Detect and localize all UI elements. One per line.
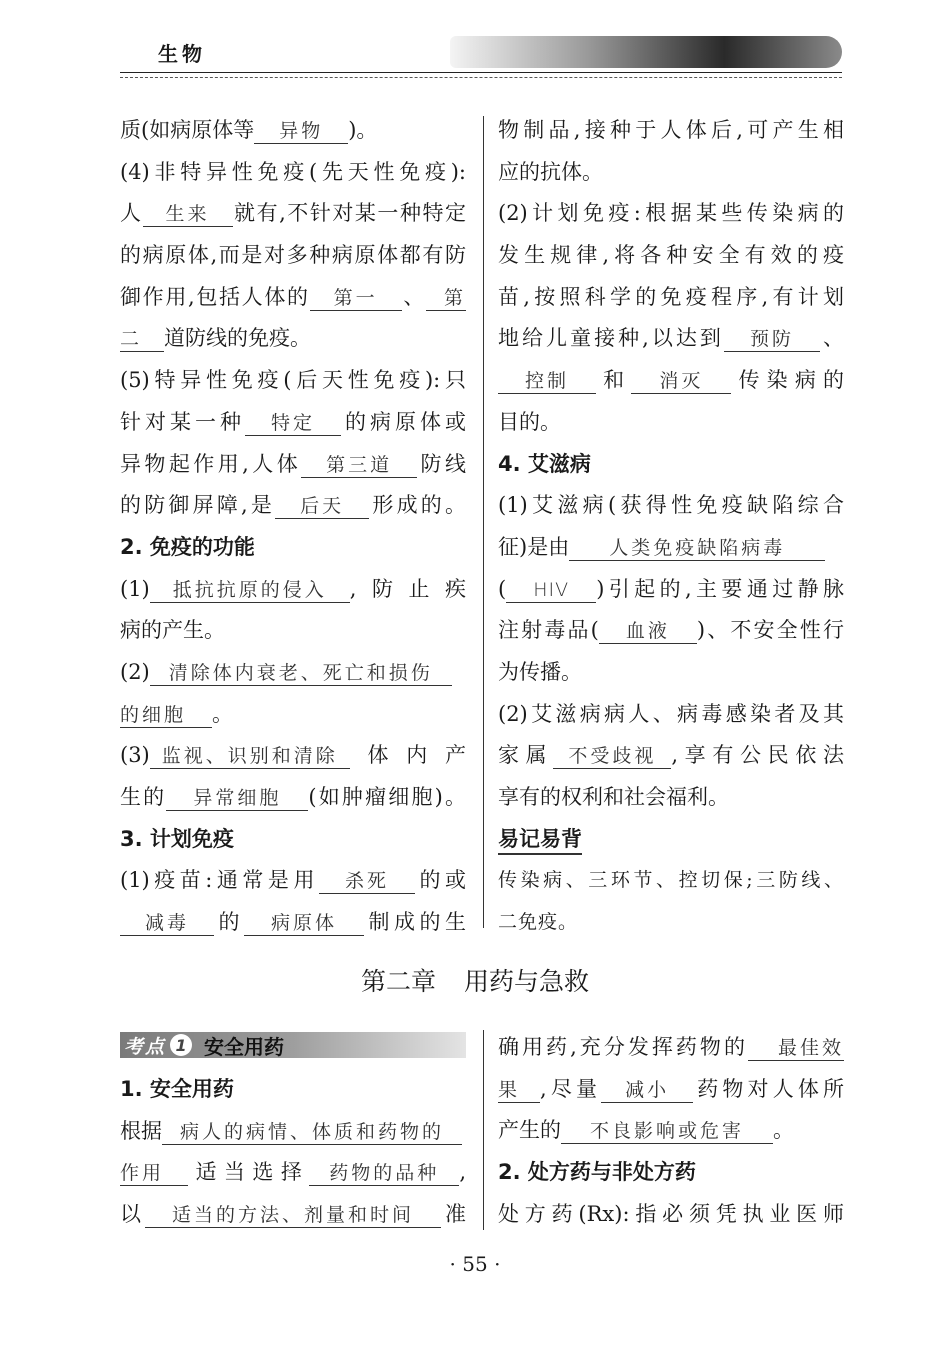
text-line: 二 道防线的免疫。 — [120, 326, 311, 351]
mnemonic-line: 传染病、三环节、控切保;三防线、 — [498, 869, 844, 892]
text-line: (2)计划免疫:根据某些传染病的 — [498, 201, 844, 226]
answer-blank: 血液 — [599, 619, 697, 644]
answer-blank: 抵抗抗原的侵入 — [150, 578, 350, 603]
text-line: 发生规律,将各种安全有效的疫 — [498, 243, 844, 268]
section-heading: 2. 免疫的功能 — [120, 534, 255, 559]
answer-blank: 预防 — [724, 327, 820, 352]
answer-blank: 特定 — [245, 411, 341, 436]
text-line: 控制 和 消灭 传染病的 — [498, 360, 844, 402]
text-line: 处方药(Rx):指必须凭执业医师 — [498, 1201, 844, 1226]
text-line: 异物起作用,人体 第三道 防线 — [120, 451, 466, 476]
top-right-column — [498, 110, 844, 944]
subject-title: 生物 — [158, 42, 206, 66]
text-line: 以 适当的方法、剂量和时间 准 — [120, 1202, 466, 1227]
text-line: 产生的 不良影响或危害 。 — [498, 1118, 794, 1143]
text-line: 的细胞 。 — [120, 701, 233, 726]
answer-blank: 第 — [426, 286, 466, 311]
text-line: 注射毒品( 血液 )、不安全性行 — [498, 618, 844, 643]
kaodian-label: 考点 — [124, 1035, 167, 1058]
text-line: 病的产生。 — [120, 618, 225, 643]
bottom-right-column — [498, 1027, 844, 1235]
answer-blank: 异物 — [254, 119, 348, 144]
answer-blank: 二 — [120, 327, 164, 352]
text-line: 针对某一种 特定 的病原体或 — [120, 409, 466, 434]
header-decor-bar — [450, 36, 842, 68]
mnemonic-heading — [498, 819, 844, 861]
text-line: (4)非特异性免疫(先天性免疫): — [120, 159, 466, 184]
section-heading: 2. 处方药与非处方药 — [498, 1160, 696, 1185]
text-line: 苗,按照科学的免疫程序,有计划 — [498, 284, 844, 309]
text-line: (1)艾滋病(获得性免疫缺陷综合 — [498, 493, 844, 518]
answer-blank: 异常细胞 — [166, 786, 308, 811]
answer-blank: 第一 — [310, 286, 402, 311]
text-line: (1)疫苗:通常是用 杀死 的或 — [120, 868, 466, 893]
chapter-name: 用药与急救 — [464, 967, 590, 996]
column-divider — [483, 1030, 484, 1230]
section-heading: 3. 计划免疫 — [120, 826, 234, 851]
answer-blank: 适当的方法、剂量和时间 — [145, 1203, 441, 1228]
answer-blank: 作用 — [120, 1161, 188, 1186]
text-line: 目的。 — [498, 409, 561, 434]
answer-blank: 生来 — [143, 202, 233, 227]
kaodian-number-icon: 1 — [170, 1034, 192, 1056]
chapter-number: 第二章 — [360, 967, 436, 996]
text-line: 根据 病人的病情、体质和药物的 — [120, 1111, 466, 1153]
mnemonic-line: 二免疫。 — [498, 911, 579, 934]
top-left-column — [120, 110, 466, 944]
answer-blank: 控制 — [498, 369, 596, 394]
page-number: · 55 · — [449, 1252, 501, 1276]
text-line: (2) 清除体内衰老、死亡和损伤 — [120, 652, 466, 694]
text-line: 征)是由 人类免疫缺陷病毒 — [498, 527, 844, 569]
answer-blank: 人类免疫缺陷病毒 — [569, 536, 825, 561]
header-dashed-rule — [120, 77, 842, 78]
text-line: 的病原体,而是对多种病原体都有防 — [120, 243, 466, 268]
answer-blank: 减小 — [601, 1078, 693, 1103]
text-line: 御作用,包括人体的 第一 、 第 — [120, 284, 466, 309]
text-line: 物制品,接种于人体后,可产生相 — [498, 118, 844, 142]
mnemonic-title: 易记易背 — [498, 825, 582, 855]
answer-blank: 后天 — [275, 494, 369, 519]
chapter-title — [0, 962, 950, 998]
text-line: 应的抗体。 — [498, 159, 603, 184]
answer-blank: 消灭 — [631, 369, 731, 394]
answer-blank: 不良影响或危害 — [561, 1119, 773, 1144]
answer-blank: 病原体 — [244, 911, 364, 936]
answer-blank: 监视、识别和清除 — [150, 744, 350, 769]
column-divider — [483, 116, 484, 928]
answer-blank: 病人的病情、体质和药物的 — [162, 1120, 462, 1145]
text-line: 地给儿童接种,以达到 预防 、 — [498, 326, 844, 351]
text-line: 家属 不受歧视 ,享有公民依法 — [498, 743, 844, 768]
bottom-left-column — [120, 1027, 466, 1236]
text-line: (2)艾滋病病人、病毒感染者及其 — [498, 701, 844, 726]
answer-blank: 最佳效 — [748, 1036, 844, 1061]
section-heading: 4. 艾滋病 — [498, 451, 591, 476]
text-line: 果 ,尽量 减小 药物对人体所 — [498, 1076, 844, 1101]
text-line: (1) 抵抗抗原的侵入 ,防止疾 — [120, 576, 466, 601]
header-rule — [120, 72, 842, 73]
answer-blank: 的细胞 — [120, 703, 212, 728]
answer-blank: 药物的品种 — [309, 1161, 459, 1186]
text-line: 的防御屏障,是 后天 形成的。 — [120, 493, 466, 518]
text-line: 生的 异常细胞 (如肿瘤细胞)。 — [120, 785, 466, 809]
text-line: 确用药,充分发挥药物的 最佳效 — [498, 1035, 844, 1059]
kaodian-title: 安全用药 — [204, 1034, 285, 1059]
text-line: (3) 监视、识别和清除 体内产 — [120, 743, 466, 768]
text-line: 减毒 的 病原体 制成的生 — [120, 902, 466, 944]
answer-blank: 杀死 — [319, 869, 415, 894]
section-heading: 1. 安全用药 — [120, 1077, 234, 1101]
answer-blank: HIV — [506, 578, 596, 603]
text-line: (5)特异性免疫(后天性免疫):只 — [120, 368, 466, 393]
answer-blank: 第三道 — [301, 453, 417, 478]
kaodian-banner — [120, 1027, 466, 1063]
text-line: 为传播。 — [498, 659, 582, 684]
text-line: 享有的权利和社会福利。 — [498, 785, 729, 809]
answer-blank: 减毒 — [120, 911, 214, 936]
text-line: 人 生来 就有,不针对某一种特定 — [120, 201, 466, 226]
text-line: ( HIV )引起的,主要通过静脉 — [498, 576, 844, 601]
answer-blank: 果 — [498, 1078, 540, 1103]
answer-blank: 清除体内衰老、死亡和损伤 — [150, 661, 452, 686]
text-line: 质(如病原体等 异物 )。 — [120, 118, 378, 142]
text-line: 作用 适当选择 药物的品种 , — [120, 1160, 466, 1185]
answer-blank: 不受歧视 — [553, 744, 671, 769]
